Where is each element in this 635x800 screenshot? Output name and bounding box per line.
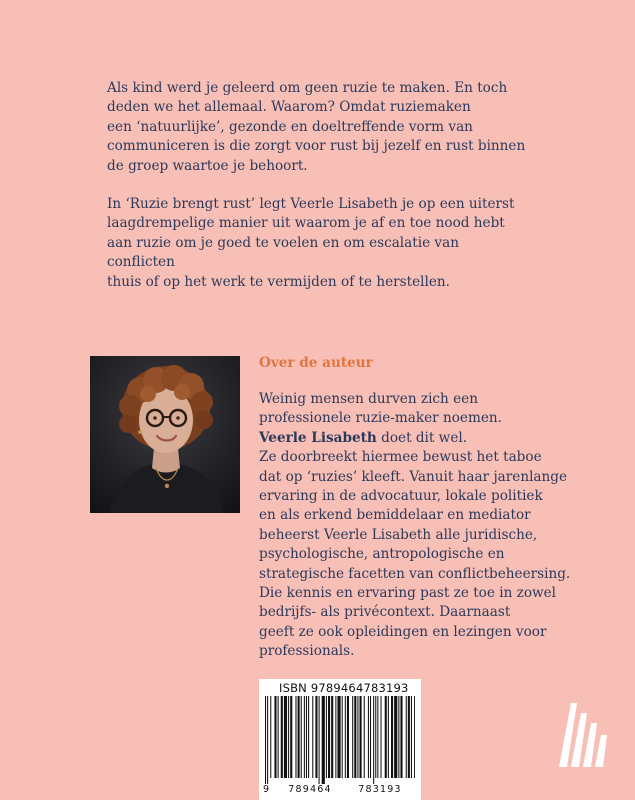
barcode-bar <box>352 696 353 778</box>
barcode-bar <box>308 696 309 778</box>
barcode-bar <box>364 696 365 778</box>
barcode-bar <box>388 696 389 778</box>
publisher-logo-icon <box>557 701 609 769</box>
author-photo <box>90 356 240 513</box>
author-section-heading: Over de auteur <box>259 355 373 371</box>
barcode-bar <box>295 696 296 778</box>
barcode-bar <box>375 696 376 778</box>
barcode-bar <box>326 696 327 778</box>
barcode-bar <box>408 696 410 778</box>
blurb-paragraph-1: Als kind werd je geleerd om geen ruzie te maken. En toch deden we het allemaal. Waarom? Omdat ruziemaken een ‘natuurlijke’, gezonde en doeltreffende vorm van communiceren is die zorgt voor rust bij jezelf en rust binnen de groep waartoe je behoort. <box>107 80 526 174</box>
barcode-digits-right: 783193 <box>358 784 402 795</box>
barcode-bar <box>373 696 374 784</box>
barcode-bar <box>270 696 271 778</box>
barcode-bar <box>298 696 300 778</box>
author-name: Veerle Lisabeth <box>259 429 377 446</box>
back-cover-blurb <box>107 79 527 311</box>
isbn-label: ISBN 9789464783193 <box>279 681 409 695</box>
barcode-bar <box>368 696 369 778</box>
barcode-digits-left: 789464 <box>288 784 332 795</box>
barcode-bar <box>381 696 382 778</box>
barcode-bar <box>301 696 302 778</box>
barcode-bar <box>400 696 402 778</box>
barcode-bar <box>312 696 313 778</box>
author-name-suffix: doet dit wel. <box>381 429 468 446</box>
barcode-bar <box>322 696 325 784</box>
barcode-bar <box>370 696 371 778</box>
barcode-bar <box>391 696 393 778</box>
barcode-bar <box>319 696 320 784</box>
barcode-bar <box>394 696 397 778</box>
barcode-bar <box>411 696 412 778</box>
barcode-digit-first: 9 <box>263 784 270 795</box>
author-bio-body: Ze doorbreekt hiermee bewust het taboe dat op ‘ruzies’ kleeft. Vanuit haar jarenlange ervaring in de advocatuur, lokale politiek en als erkend bemiddelaar en mediator beheerst Veerle Lisabeth alle juridische, psychologische, antropologische en strategische facetten van conflictbeheersing. Die kennis en ervaring past ze toe in zowel bedrijfs- als privécontext. Daarnaast geeft ze ook opleidingen en lezingen voor professionals. <box>259 449 571 660</box>
barcode-bar <box>328 696 330 778</box>
barcode-bar <box>357 696 358 778</box>
barcode-bar <box>337 696 340 778</box>
barcode-bar <box>281 696 283 778</box>
author-bio <box>259 390 599 662</box>
barcode-bars <box>265 696 415 784</box>
barcode-bar <box>406 696 407 778</box>
barcode-bar <box>265 696 266 784</box>
barcode-bar <box>414 696 415 778</box>
barcode-bar <box>288 696 289 778</box>
barcode-bar <box>347 696 349 778</box>
author-bio-intro: Weinig mensen durven zich een professionele ruzie-maker noemen. <box>259 391 502 427</box>
barcode-bar <box>335 696 336 778</box>
barcode-digits <box>263 784 419 795</box>
barcode-bar <box>304 696 305 778</box>
barcode-bar <box>377 696 378 778</box>
barcode-bar <box>290 696 292 778</box>
barcode-bar <box>284 696 287 778</box>
barcode-bar <box>274 696 276 778</box>
barcode-bar <box>345 696 346 778</box>
barcode-bar <box>354 696 356 778</box>
barcode-bar <box>315 696 317 778</box>
barcode-bar <box>267 696 268 784</box>
barcode-bar <box>385 696 387 778</box>
barcode-bar <box>360 696 362 778</box>
barcode-bar <box>278 696 279 778</box>
blurb-paragraph-2: In ‘Ruzie brengt rust’ legt Veerle Lisabeth je op een uiterst laagdrempelige manier uit waarom je af en toe nood hebt aan ruzie om je goed te voelen en om escalatie van conflicten thuis of op het werk te vermijden of te herstellen. <box>107 196 515 290</box>
author-portrait-image <box>90 356 240 513</box>
barcode-bar <box>342 696 343 778</box>
barcode-bar <box>306 696 307 778</box>
isbn-barcode <box>259 679 421 800</box>
barcode-bar <box>331 696 333 778</box>
barcode-bar <box>398 696 399 778</box>
